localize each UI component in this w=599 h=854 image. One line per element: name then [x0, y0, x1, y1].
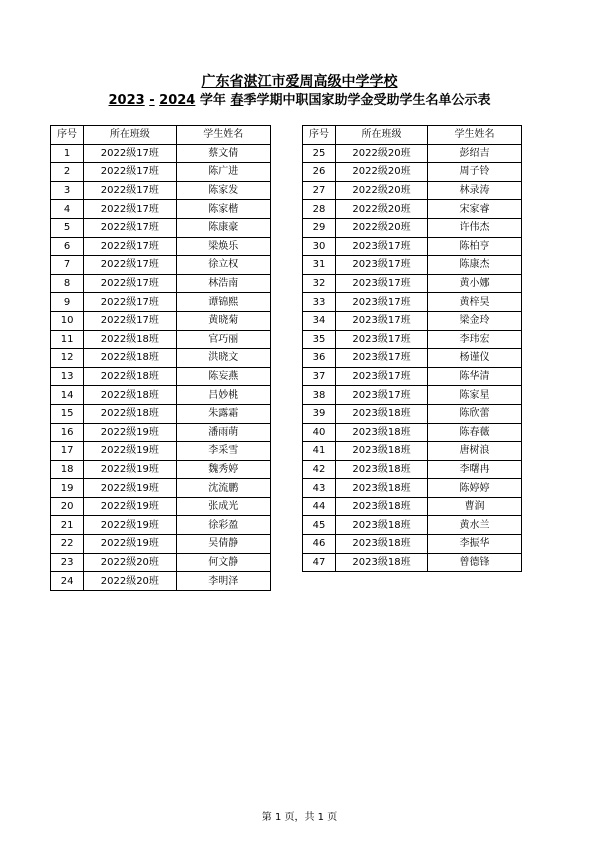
table-row — [51, 144, 271, 163]
cell-class: 2023级17班 — [336, 293, 428, 312]
cell-name: 沈流鹏 — [176, 479, 270, 498]
cell-class: 2023级18班 — [336, 535, 428, 554]
cell-name: 陈华清 — [428, 367, 522, 386]
cell-no: 10 — [51, 311, 84, 330]
table-row — [51, 200, 271, 219]
cell-class: 2022级17班 — [84, 311, 176, 330]
cell-class: 2023级18班 — [336, 479, 428, 498]
cell-name: 宋家睿 — [428, 200, 522, 219]
cell-name: 黄小娜 — [428, 274, 522, 293]
table-header-row — [303, 126, 522, 145]
table-row — [51, 293, 271, 312]
cell-class: 2022级17班 — [84, 163, 176, 182]
cell-no: 14 — [51, 386, 84, 405]
table-row — [51, 460, 271, 479]
page-subtitle — [0, 92, 599, 110]
cell-class: 2022级17班 — [84, 200, 176, 219]
cell-name: 洪晓文 — [176, 349, 270, 368]
cell-class: 2023级17班 — [336, 349, 428, 368]
cell-name: 谭锦熙 — [176, 293, 270, 312]
table-row — [51, 367, 271, 386]
cell-class: 2022级17班 — [84, 293, 176, 312]
cell-no: 3 — [51, 181, 84, 200]
cell-name: 朱露霜 — [176, 404, 270, 423]
table-row — [51, 553, 271, 572]
table-row — [303, 311, 522, 330]
cell-no: 30 — [303, 237, 336, 256]
cell-no: 7 — [51, 256, 84, 275]
table-row — [303, 200, 522, 219]
cell-class: 2023级17班 — [336, 256, 428, 275]
table-row — [303, 181, 522, 200]
table-row — [303, 367, 522, 386]
cell-no: 39 — [303, 404, 336, 423]
table-row — [303, 460, 522, 479]
cell-no: 16 — [51, 423, 84, 442]
cell-no: 5 — [51, 218, 84, 237]
cell-class: 2022级17班 — [84, 218, 176, 237]
table-row — [51, 423, 271, 442]
cell-name: 李采雪 — [176, 442, 270, 461]
table-row — [51, 497, 271, 516]
cell-class: 2022级20班 — [84, 553, 176, 572]
cell-name: 黄水兰 — [428, 516, 522, 535]
cell-no: 19 — [51, 479, 84, 498]
cell-name: 林浩南 — [176, 274, 270, 293]
cell-name: 李明泽 — [176, 572, 270, 591]
cell-no: 42 — [303, 460, 336, 479]
cell-class: 2022级17班 — [84, 181, 176, 200]
title-city: 湛江市爱周高级中学 — [243, 74, 370, 90]
cell-no: 2 — [51, 163, 84, 182]
title-school-suffix: 学校 — [369, 74, 398, 90]
table-row — [51, 311, 271, 330]
cell-class: 2022级17班 — [84, 256, 176, 275]
cell-name: 李振华 — [428, 535, 522, 554]
table-header-row — [51, 126, 271, 145]
table-row — [303, 497, 522, 516]
cell-no: 20 — [51, 497, 84, 516]
page-title — [0, 73, 599, 91]
cell-no: 41 — [303, 442, 336, 461]
cell-class: 2023级18班 — [336, 516, 428, 535]
table-row — [303, 274, 522, 293]
cell-class: 2023级17班 — [336, 311, 428, 330]
cell-class: 2022级17班 — [84, 237, 176, 256]
cell-name: 梁金玲 — [428, 311, 522, 330]
cell-class: 2022级18班 — [84, 404, 176, 423]
table-row — [51, 181, 271, 200]
table-row — [51, 274, 271, 293]
table-row — [51, 330, 271, 349]
cell-name: 陈柏亨 — [428, 237, 522, 256]
cell-class: 2022级17班 — [84, 144, 176, 163]
table-row — [51, 163, 271, 182]
cell-no: 13 — [51, 367, 84, 386]
cell-name: 林录涛 — [428, 181, 522, 200]
cell-class: 2023级18班 — [336, 442, 428, 461]
cell-class: 2023级17班 — [336, 386, 428, 405]
cell-class: 2022级20班 — [336, 218, 428, 237]
cell-name: 梁焕乐 — [176, 237, 270, 256]
cell-name: 陈康杰 — [428, 256, 522, 275]
subtitle-xuenian: 学年 — [199, 93, 226, 108]
table-row — [303, 293, 522, 312]
cell-class: 2022级18班 — [84, 349, 176, 368]
cell-class: 2023级17班 — [336, 330, 428, 349]
cell-class: 2022级19班 — [84, 516, 176, 535]
cell-name: 魏秀婷 — [176, 460, 270, 479]
cell-no: 46 — [303, 535, 336, 554]
table-row — [303, 386, 522, 405]
cell-class: 2022级20班 — [336, 163, 428, 182]
cell-no: 21 — [51, 516, 84, 535]
cell-class: 2022级19班 — [84, 423, 176, 442]
cell-no: 31 — [303, 256, 336, 275]
cell-no: 29 — [303, 218, 336, 237]
cell-class: 2023级18班 — [336, 553, 428, 572]
cell-name: 杨谨仪 — [428, 349, 522, 368]
cell-no: 38 — [303, 386, 336, 405]
cell-no: 15 — [51, 404, 84, 423]
header-no: 序号 — [303, 126, 336, 145]
cell-class: 2022级19班 — [84, 497, 176, 516]
cell-name: 官巧丽 — [176, 330, 270, 349]
cell-no: 18 — [51, 460, 84, 479]
table-row — [303, 163, 522, 182]
student-table-left — [50, 125, 271, 591]
cell-class: 2022级18班 — [84, 386, 176, 405]
table-row — [51, 404, 271, 423]
cell-no: 9 — [51, 293, 84, 312]
cell-no: 33 — [303, 293, 336, 312]
page-footer: 第 1 页，共 1 页 — [261, 812, 338, 823]
title-province: 广东省 — [201, 74, 244, 90]
cell-name: 曾德锋 — [428, 553, 522, 572]
cell-name: 陈康豪 — [176, 218, 270, 237]
cell-name: 曹润 — [428, 497, 522, 516]
cell-no: 45 — [303, 516, 336, 535]
table-row — [303, 479, 522, 498]
cell-name: 陈欣蕾 — [428, 404, 522, 423]
table-row — [303, 237, 522, 256]
cell-name: 徐彩盈 — [176, 516, 270, 535]
cell-no: 37 — [303, 367, 336, 386]
cell-class: 2023级17班 — [336, 237, 428, 256]
cell-name: 李曙冉 — [428, 460, 522, 479]
cell-class: 2022级19班 — [84, 535, 176, 554]
table-row — [303, 516, 522, 535]
table-row — [303, 535, 522, 554]
cell-name: 彭绍吉 — [428, 144, 522, 163]
table-row — [51, 256, 271, 275]
table-row — [51, 516, 271, 535]
table-row — [51, 442, 271, 461]
cell-class: 2022级19班 — [84, 460, 176, 479]
table-body-right — [303, 144, 522, 572]
cell-no: 23 — [51, 553, 84, 572]
subtitle-rest: 季学期中职国家助学金受助学生名单公示表 — [243, 93, 491, 108]
table-row — [303, 256, 522, 275]
cell-no: 4 — [51, 200, 84, 219]
cell-class: 2022级19班 — [84, 442, 176, 461]
cell-no: 44 — [303, 497, 336, 516]
cell-no: 36 — [303, 349, 336, 368]
table-row — [303, 330, 522, 349]
cell-class: 2022级18班 — [84, 367, 176, 386]
cell-class: 2023级18班 — [336, 404, 428, 423]
cell-no: 11 — [51, 330, 84, 349]
cell-class: 2023级18班 — [336, 423, 428, 442]
table-row — [51, 349, 271, 368]
cell-no: 17 — [51, 442, 84, 461]
cell-no: 8 — [51, 274, 84, 293]
cell-class: 2022级17班 — [84, 274, 176, 293]
cell-name: 周子铃 — [428, 163, 522, 182]
cell-name: 吴倩静 — [176, 535, 270, 554]
table-row — [303, 404, 522, 423]
table-row — [51, 218, 271, 237]
header-class: 所在班级 — [84, 126, 176, 145]
table-row — [303, 349, 522, 368]
table-row — [303, 218, 522, 237]
cell-class: 2022级20班 — [336, 181, 428, 200]
cell-class: 2023级17班 — [336, 367, 428, 386]
table-row — [303, 442, 522, 461]
subtitle-year-start: 2023 — [108, 93, 145, 108]
table-row — [303, 144, 522, 163]
cell-name: 张成光 — [176, 497, 270, 516]
cell-name: 陈家发 — [176, 181, 270, 200]
cell-name: 黄晓菊 — [176, 311, 270, 330]
cell-name: 唐树浪 — [428, 442, 522, 461]
cell-no: 43 — [303, 479, 336, 498]
table-body-left — [51, 144, 271, 590]
table-row — [51, 386, 271, 405]
header-name: 学生姓名 — [176, 126, 270, 145]
cell-no: 32 — [303, 274, 336, 293]
header-name: 学生姓名 — [428, 126, 522, 145]
cell-name: 陈家星 — [428, 386, 522, 405]
table-row — [51, 237, 271, 256]
subtitle-dash: - — [149, 93, 155, 108]
table-row — [303, 553, 522, 572]
cell-name: 黄梓昊 — [428, 293, 522, 312]
cell-name: 陈家楷 — [176, 200, 270, 219]
subtitle-year-end: 2024 — [159, 93, 196, 108]
table-row — [51, 572, 271, 591]
table-row — [51, 535, 271, 554]
cell-class: 2022级20班 — [336, 144, 428, 163]
table-row — [303, 423, 522, 442]
cell-class: 2022级18班 — [84, 330, 176, 349]
cell-no: 6 — [51, 237, 84, 256]
cell-name: 蔡文倩 — [176, 144, 270, 163]
cell-no: 26 — [303, 163, 336, 182]
student-table-right — [302, 125, 522, 572]
cell-no: 28 — [303, 200, 336, 219]
header-no: 序号 — [51, 126, 84, 145]
cell-name: 徐立权 — [176, 256, 270, 275]
table-row — [51, 479, 271, 498]
cell-class: 2023级17班 — [336, 274, 428, 293]
cell-class: 2022级19班 — [84, 479, 176, 498]
cell-name: 许伟杰 — [428, 218, 522, 237]
cell-class: 2023级18班 — [336, 460, 428, 479]
cell-no: 12 — [51, 349, 84, 368]
cell-name: 陈妄燕 — [176, 367, 270, 386]
cell-no: 24 — [51, 572, 84, 591]
cell-class: 2022级20班 — [336, 200, 428, 219]
cell-no: 22 — [51, 535, 84, 554]
cell-no: 40 — [303, 423, 336, 442]
cell-no: 34 — [303, 311, 336, 330]
cell-name: 吕妙桃 — [176, 386, 270, 405]
cell-class: 2023级18班 — [336, 497, 428, 516]
cell-no: 27 — [303, 181, 336, 200]
header-class: 所在班级 — [336, 126, 428, 145]
cell-name: 陈春薇 — [428, 423, 522, 442]
cell-class: 2022级20班 — [84, 572, 176, 591]
cell-name: 李玮宏 — [428, 330, 522, 349]
cell-name: 陈广进 — [176, 163, 270, 182]
cell-no: 47 — [303, 553, 336, 572]
cell-name: 陈婷婷 — [428, 479, 522, 498]
cell-name: 潘雨萌 — [176, 423, 270, 442]
cell-name: 何文静 — [176, 553, 270, 572]
subtitle-season: 春 — [230, 93, 244, 108]
cell-no: 25 — [303, 144, 336, 163]
cell-no: 1 — [51, 144, 84, 163]
cell-no: 35 — [303, 330, 336, 349]
